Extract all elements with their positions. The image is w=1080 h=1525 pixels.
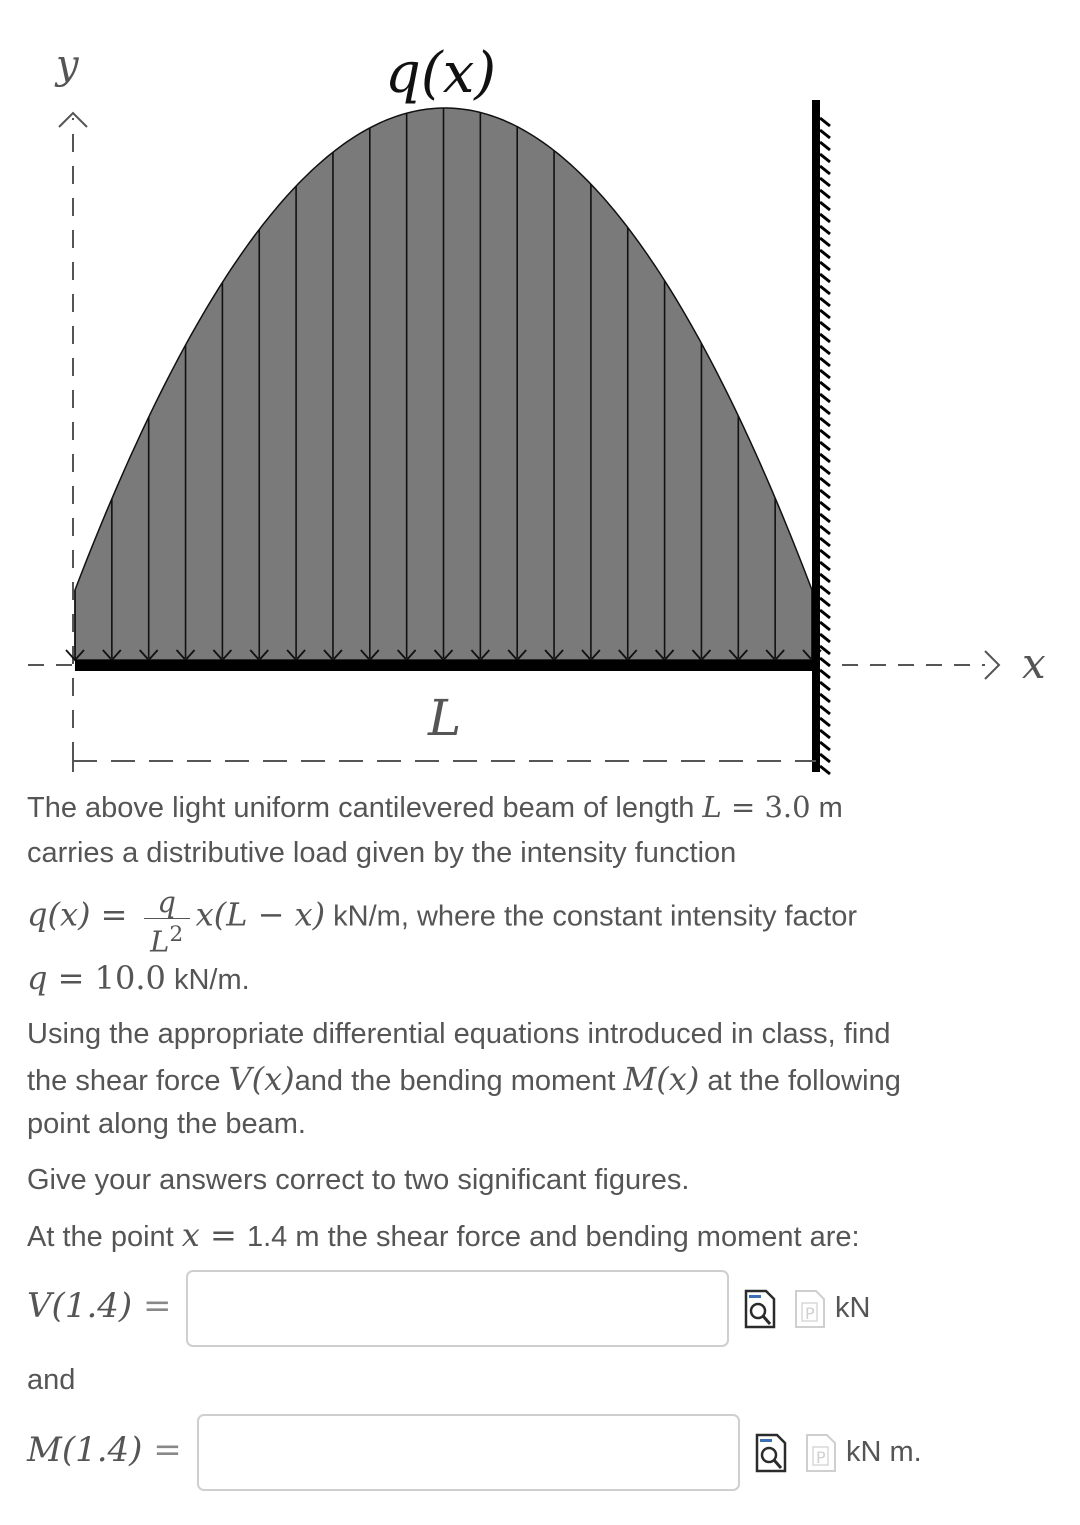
function-rhs: x(L − x) [195, 895, 326, 934]
wall-hatch-line [820, 538, 830, 546]
moment-function: M(x) [623, 1060, 700, 1098]
wall-hatch-line [820, 298, 830, 306]
and-text [27, 1357, 75, 1403]
wall-hatch-line [820, 430, 830, 438]
wall-hatch-line [820, 310, 830, 318]
wall-hatch-line [820, 202, 830, 210]
length-value: 3.0 [764, 790, 811, 824]
wall-hatch-line [820, 142, 830, 150]
svg-text:P: P [816, 1448, 826, 1467]
wall-hatch-line [820, 358, 830, 366]
wall-hatch-line [820, 478, 830, 486]
shear-label: V(1.4) [27, 1286, 133, 1326]
wall-hatch-line [820, 238, 830, 246]
wall-hatch-line [820, 526, 830, 534]
shear-function: V(x) [228, 1060, 295, 1098]
sig-figs-text: Give your answers correct to two significant figures. [27, 1164, 690, 1196]
function-unit-text: kN/m, where the constant intensity factor [325, 900, 858, 933]
formula-help-icon[interactable] [794, 1289, 826, 1329]
wall-hatch-line [820, 502, 830, 510]
wall-hatch-line [820, 262, 830, 270]
wall-hatch-line [820, 766, 830, 774]
and-label: and [27, 1364, 76, 1396]
wall-hatch-line [820, 442, 830, 450]
point-statement [27, 1212, 860, 1260]
q-unit: kN/m. [165, 964, 250, 996]
wall-hatch-line [820, 250, 830, 258]
shear-equals: = [132, 1286, 172, 1326]
wall-hatch-line [820, 658, 830, 666]
wall-hatch-line [820, 634, 830, 642]
function-lhs: q(x) [27, 895, 91, 934]
wall-hatch-line [820, 562, 830, 570]
wall-hatch-line [820, 694, 830, 702]
wall-hatch-line [820, 382, 830, 390]
instruction-line-3 [27, 1101, 306, 1147]
wall-hatch-line [820, 346, 830, 354]
wall-hatch-line [820, 394, 830, 402]
x-axis-label: x [1022, 639, 1046, 688]
function-equals: = [90, 895, 138, 934]
fraction-denominator: $L^2$ [150, 922, 184, 959]
beam [75, 660, 815, 671]
problem-line-2 [27, 830, 736, 876]
wall-hatch-line [820, 742, 830, 750]
wall-hatch-line [820, 682, 830, 690]
wall-hatch-line [820, 622, 830, 630]
point-text-b: the shear force and bending moment are: [319, 1221, 860, 1253]
instruction-line-2 [27, 1056, 901, 1104]
svg-text:P: P [805, 1304, 815, 1323]
length-symbol: L [702, 790, 722, 824]
fraction-q-over-L2 [144, 887, 190, 957]
wall-hatch-line [820, 118, 830, 126]
q-equals: = [47, 959, 95, 997]
instruction-text-2c: at the following [699, 1065, 901, 1097]
wall-hatch-line [820, 454, 830, 462]
instruction-text-3: point along the beam. [27, 1108, 306, 1140]
fixed-wall [812, 100, 820, 772]
wall-hatch-line [820, 754, 830, 762]
equation-preview-icon[interactable] [744, 1289, 776, 1329]
wall-hatch-line [820, 130, 830, 138]
wall-hatch-line [820, 670, 830, 678]
intensity-factor [27, 955, 250, 1003]
q-value: 10.0 [94, 959, 166, 997]
wall-hatch-line [820, 718, 830, 726]
point-equals: = [199, 1216, 247, 1254]
wall-hatch-line [820, 190, 830, 198]
fraction-numerator: q [157, 885, 176, 919]
wall-hatch-line [820, 370, 830, 378]
wall-hatch-line [820, 490, 830, 498]
wall-hatch-line [820, 706, 830, 714]
load-label: q(x) [385, 41, 497, 106]
problem-line-1 [27, 784, 843, 831]
wall-hatch-line [820, 226, 830, 234]
q-symbol: q [27, 959, 48, 997]
sig-figs-instruction [27, 1157, 689, 1203]
wall-hatch-line [820, 166, 830, 174]
point-value: 1.4 m [246, 1221, 320, 1253]
instruction-line-1 [27, 1011, 891, 1057]
wall-hatch-line [820, 154, 830, 162]
instruction-text-2a: the shear force [27, 1065, 229, 1097]
bending-moment-input[interactable] [197, 1414, 740, 1491]
wall-hatch-line [820, 274, 830, 282]
instruction-text-1: Using the appropriate differential equations introduced in class, find [27, 1018, 891, 1050]
wall-hatch-line [820, 730, 830, 738]
wall-hatch-line [820, 214, 830, 222]
formula-help-icon[interactable] [805, 1433, 837, 1473]
x-symbol: x [181, 1216, 200, 1254]
wall-hatch-line [820, 646, 830, 654]
wall-hatch-line [820, 178, 830, 186]
wall-hatch-line [820, 286, 830, 294]
equation-preview-icon[interactable] [755, 1433, 787, 1473]
intensity-function [27, 883, 858, 959]
point-text-a: At the point [27, 1221, 182, 1253]
wall-hatch-line [820, 598, 830, 606]
wall-hatch-line [820, 322, 830, 330]
wall-hatch-line [820, 574, 830, 582]
y-axis-label: y [56, 42, 79, 88]
wall-hatch-line [820, 418, 830, 426]
moment-equals: = [142, 1430, 182, 1470]
length-label: L [428, 689, 462, 747]
wall-hatch-line [820, 586, 830, 594]
wall-hatching [820, 118, 830, 774]
wall-hatch-line [820, 334, 830, 342]
equals-sign: = [721, 790, 765, 824]
intro-text: The above light uniform cantilevered beam of length [27, 792, 703, 824]
shear-force-input[interactable] [186, 1270, 729, 1347]
instruction-text-2b: and the bending moment [294, 1065, 624, 1097]
wall-hatch-line [820, 406, 830, 414]
moment-label: M(1.4) [27, 1430, 143, 1470]
intro-text-2: carries a distributive load given by the intensity function [27, 837, 737, 869]
wall-hatch-line [820, 610, 830, 618]
x-axis-arrowhead [985, 651, 999, 679]
wall-hatch-line [820, 550, 830, 558]
wall-hatch-line [820, 466, 830, 474]
length-unit: m [810, 792, 843, 824]
wall-hatch-line [820, 514, 830, 522]
moment-answer-label [27, 1430, 182, 1470]
shear-answer-label [27, 1286, 171, 1326]
shear-unit: kN [835, 1292, 871, 1324]
moment-unit: kN m. [846, 1436, 922, 1468]
